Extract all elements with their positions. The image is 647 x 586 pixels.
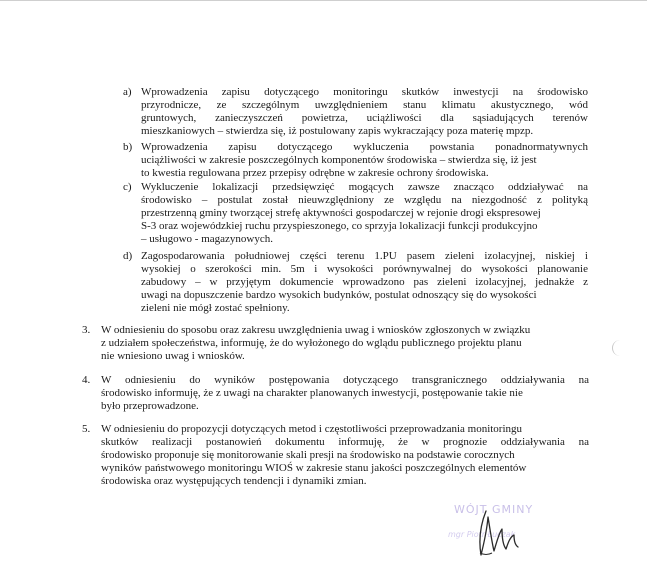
signature-icon: [448, 503, 558, 563]
text-line: było przeprowadzone.: [101, 400, 199, 412]
text-line: zabudowy – w przyjętym dokumencie wprowadzono pas zieleni izolacyjnej, jednakże z: [141, 276, 588, 288]
text-line: środowisko informuję, że z uwagi na charakter planowanych inwestycji, postępowanie takie nie: [101, 387, 523, 399]
text-line: wyników państwowego monitoringu WIOŚ w zakresie stanu jakości poszczególnych elementów: [101, 462, 527, 474]
text-line: uciążliwości w zakresie poszczególnych komponentów środowiska – stwierdza się, iż jest: [141, 154, 537, 166]
text-line: uwagi na dopuszczenie bardzo wysokich budynków, postulat odnoszący się do wysokości: [141, 289, 537, 301]
text-line: środowisko proponuje się monitorowanie skali presji na środowisko na podstawie corocznych: [101, 449, 515, 461]
text-line: przyrodnicze, ze szczególnym uwzględnieniem stanu klimatu akustycznego, wód: [141, 99, 588, 111]
point-number: 5.: [82, 423, 91, 435]
text-line: wysokiej o szerokości min. 5m i wysokości porównywalnej do wysokości planowanie: [141, 263, 588, 275]
text-line: W odniesieniu do propozycji dotyczących metod i częstotliwości przeprowadzania monitoringu: [101, 423, 523, 435]
text-line: skutków realizacji postanowień dokumentu informuję, że w prognozie oddziaływania na: [101, 436, 589, 448]
point-number: 4.: [82, 374, 91, 386]
text-line: przestrzenną gminy tworzącej strefę aktywności gospodarczej w rejonie drogi ekspresowej: [141, 207, 541, 219]
stamp-title: WÓJT GMINY: [454, 503, 534, 516]
stamp-name: mgr Piotr Łuczak: [448, 530, 516, 539]
text-line: Wprowadzenia zapisu dotyczącego monitoringu skutków inwestycji na środowisko: [141, 86, 588, 98]
list-marker: a): [123, 86, 132, 98]
text-line: z udziałem społeczeństwa, informuję, że do wyłożonego do wglądu publicznego projektu planu: [101, 337, 522, 349]
list-item-b: [123, 141, 588, 180]
numbered-point-5: [82, 423, 589, 488]
list-marker: c): [123, 181, 132, 193]
list-marker: d): [123, 250, 133, 262]
numbered-point-4: [82, 374, 589, 413]
point-number: 3.: [82, 324, 91, 336]
text-line: zieleni nie mógł zostać spełniony.: [141, 302, 290, 314]
text-line: to kwestia regulowana przez przepisy odrębne w zakresie ochrony środowiska.: [141, 167, 489, 179]
text-line: gruntowych, zanieczyszczeń powietrza, uciążliwości dla sąsiadujących terenów: [141, 112, 588, 124]
list-item-a: [123, 86, 588, 138]
text-line: Wprowadzenia zapisu dotyczącego wykluczenia powstania ponadnormatywnych: [141, 141, 588, 153]
text-line: W odniesieniu do sposobu oraz zakresu uwzględnienia uwag i wniosków zgłoszonych w związku: [101, 324, 531, 336]
text-line: S-3 oraz wojewódzkiej ruchu przyspieszonego, co sprzyja lokalizacji funkcji produkcyjno: [141, 220, 538, 232]
text-line: W odniesieniu do wyników postępowania dotyczącego transgranicznego oddziaływania na: [101, 374, 589, 386]
text-line: Wykluczenie lokalizacji przedsięwzięć mogących zawsze znacząco oddziaływać na: [141, 181, 588, 193]
numbered-point-3: [82, 324, 589, 363]
text-line: nie wniesiono uwag i wniosków.: [101, 350, 245, 362]
list-item-c: [123, 181, 588, 246]
list-marker: b): [123, 141, 133, 153]
text-line: środowisko – postulat został nieuwzględniony ze względu na niezgodność z polityką: [141, 194, 588, 206]
list-item-d: [123, 250, 588, 315]
text-line: – usługowo - magazynowych.: [141, 233, 273, 245]
text-line: Zagospodarowania południowej części terenu 1.PU pasem zieleni izolacyjnej, niskiej i: [141, 250, 588, 262]
text-line: środowiska oraz występujących tendencji i dynamiki zmian.: [101, 475, 367, 487]
scan-margin-mark: [612, 340, 623, 356]
text-line: mieszkaniowych – stwierdza się, iż postulowany zapis wykraczający poza materię mpzp.: [141, 125, 534, 137]
official-stamp: [448, 503, 558, 563]
